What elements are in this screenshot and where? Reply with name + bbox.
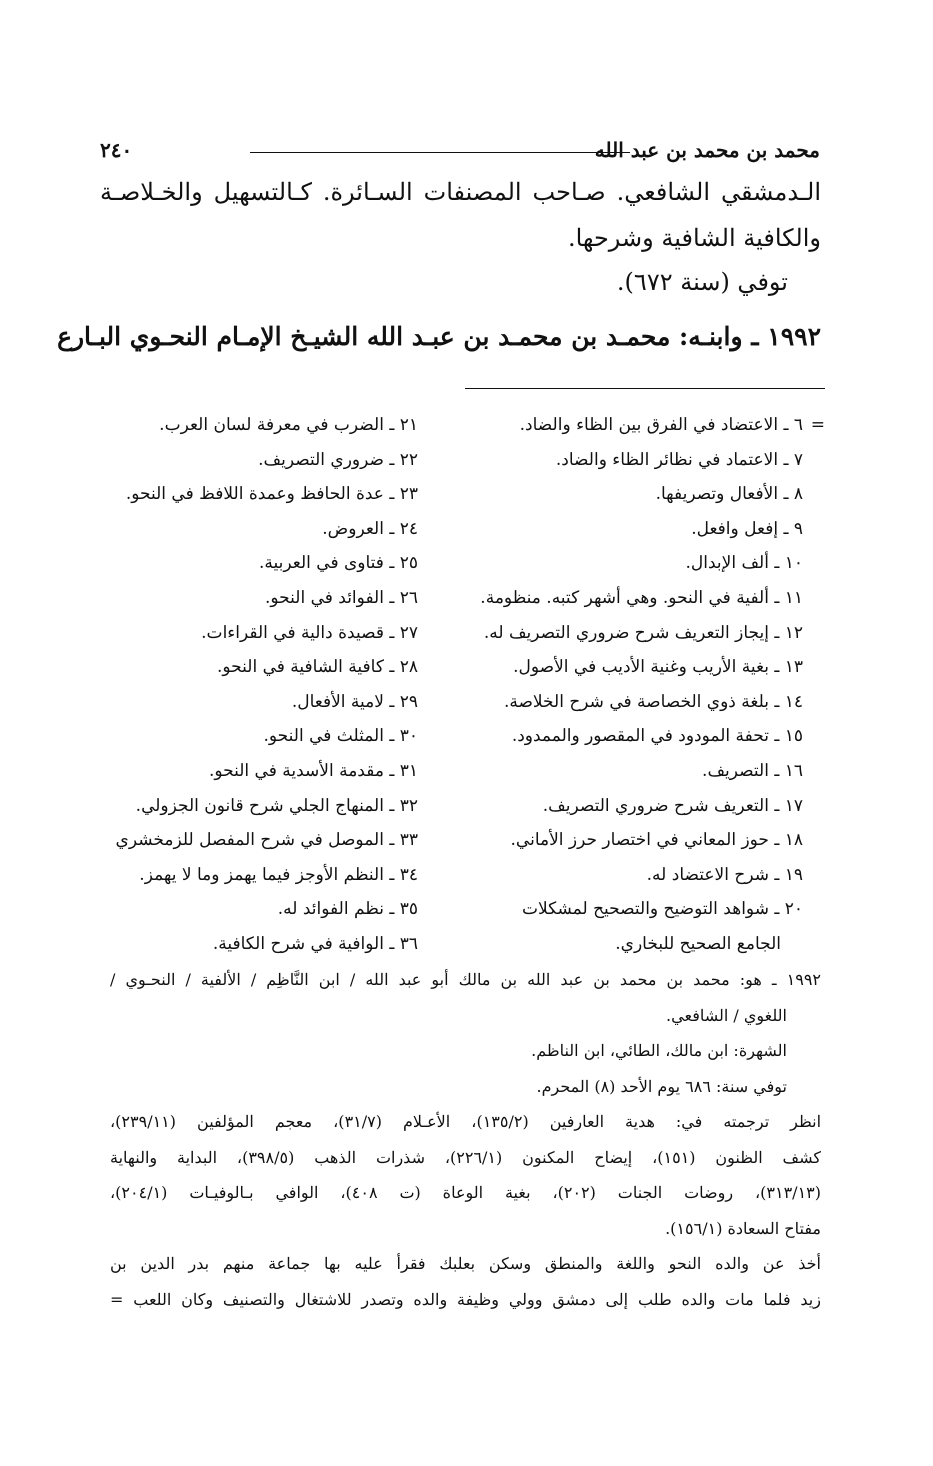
running-title: محمد بن محمد بن عبد الله [594,138,820,162]
entry-heading: ١٩٩٢ ـ وابنـه: محمـد بن محمـد بن عبـد الله الشيـخ الإمـام النحـوي البـارع [57,322,821,351]
running-header [100,138,820,168]
work-item: ١٥ ـ تحفة المودود في المقصور والممدود. [511,726,803,747]
footnote-line: كشف الظنون (١٥١)، إيضاح المكنون (٢٢٦/١)، شذرات الذهب (٣٩٨/٥)، البداية والنهاية [110,1147,821,1167]
work-item: ٣٥ ـ نظم الفوائد له. [277,899,418,920]
footnote-line: توفي سنة: ٦٨٦ يوم الأحد (٨) المحرم. [536,1076,787,1096]
footnote-line: أخذ عن والده النحو واللغة والمنطق وسكن بعلبك فقرأ عليه بها جماعة منهم بدر الدين بن [110,1254,821,1273]
footnote-line: ١٩٩٢ ـ هو: محمد بن محمد بن عبد الله بن مالك أبو عبد الله / ابن النَّاظِم / الألفية / النحـوي / [110,970,821,989]
work-item: ١٧ ـ التعريف شرح ضروري التصريف. [542,795,803,816]
work-item: ١٠ ـ ألف الإبدال. [685,553,803,574]
work-item: ١١ ـ ألفية في النحو. وهي أشهر كتبه. منظومة. [480,587,803,608]
work-item: ٨ ـ الأفعال وتصريفها. [655,484,803,505]
body-line-2: والكافية الشافية وشرحها. [567,224,821,252]
work-item: ٦ ـ الاعتضاد في الفرق بين الظاء والضاد. [519,415,803,435]
work-item: ٢١ ـ الضرب في معرفة لسان العرب. [159,415,418,435]
work-item: ٣٣ ـ الموصل في شرح المفصل للزمخشري [115,830,418,851]
header-rule [250,152,630,153]
continued-mark: = [810,415,825,435]
work-item-continuation: الجامع الصحيح للبخاري. [615,933,781,954]
work-item: ٧ ـ الاعتماد في نظائر الظاء والضاد. [555,449,803,470]
work-item: ٣١ ـ مقدمة الأسدية في النحو. [208,760,418,781]
footnote-line: اللغوي / الشافعي. [666,1005,787,1025]
work-item: ١٦ ـ التصريف. [702,760,803,781]
work-item: ١٤ ـ بلغة ذوي الخصاصة في شرح الخلاصة. [503,691,803,712]
work-item: ٢٥ ـ فتاوى في العربية. [259,553,418,574]
work-item: ٢٢ ـ ضروري التصريف. [258,449,418,470]
work-item: ١٩ ـ شرح الاعتضاد له. [646,864,803,885]
footnote-line: انظر ترجمته في: هدية العارفين (١٣٥/٢)، الأعـلام (٣١/٧)، معجم المؤلفين (٢٣٩/١١)، [110,1112,822,1131]
work-item: ٢٩ ـ لامية الأفعال. [291,691,418,712]
works-list-right [443,408,803,962]
work-item: ٣٤ ـ النظم الأوجز فيما يهمز وما لا يهمز. [139,864,418,885]
work-item: ٣٢ ـ المنهاج الجلي شرح قانون الجزولي. [135,795,418,816]
work-item: ٢٦ ـ الفوائد في النحو. [264,587,418,608]
work-item: ٢٨ ـ كافية الشافية في النحو. [216,657,418,678]
body-line-1: الـدمشقي الشافعي. صـاحب المصنفات السـائرة. كـالتسهيل والخـلاصـة [100,178,821,206]
footnote-line: زيد فلما مات والده طلب إلى دمشق وولي وظيفة والده وتصدر للاشتغال والتصنيف وكان اللعب = [110,1289,821,1309]
work-item: ٩ ـ إفعل وافعل. [691,518,803,539]
footnote-line: الشهرة: ابن مالك، الطائي، ابن الناظم. [531,1041,787,1060]
work-item: ٣٠ ـ المثلث في النحو. [263,726,418,747]
work-item: ٢٠ ـ شواهد التوضيح والتصحيح لمشكلات [521,899,803,920]
works-list-left [88,408,418,962]
body-line-3: توفي (سنة ٦٧٢). [616,268,788,296]
work-item: ٣٦ ـ الوافية في شرح الكافية. [212,933,418,954]
footnote-separator [465,388,825,389]
work-item: ٢٤ ـ العروض. [322,518,418,539]
footnote-line: مفتاح السعادة (١٥٦/١). [665,1218,821,1238]
work-item: ٢٧ ـ قصيدة دالية في القراءات. [201,622,418,643]
work-item: ١٣ ـ بغية الأريب وغنية الأديب في الأصول. [513,657,803,678]
page-number: ٢٤٠ [100,138,133,162]
footnote-block [110,962,821,1317]
work-item: ٢٣ ـ عدة الحافظ وعمدة اللافظ في النحو. [125,484,418,505]
work-item: ١٨ ـ حوز المعاني في اختصار حرز الأماني. [510,830,803,851]
work-item: ١٢ ـ إيجاز التعريف شرح ضروري التصريف له. [483,622,803,643]
footnote-line: (٣١٣/١٣)، روضات الجنات (٢٠٢)، بغية الوعاة (ت ٤٠٨)، الوافي بـالوفيـات (٢٠٤/١)، [110,1183,821,1202]
